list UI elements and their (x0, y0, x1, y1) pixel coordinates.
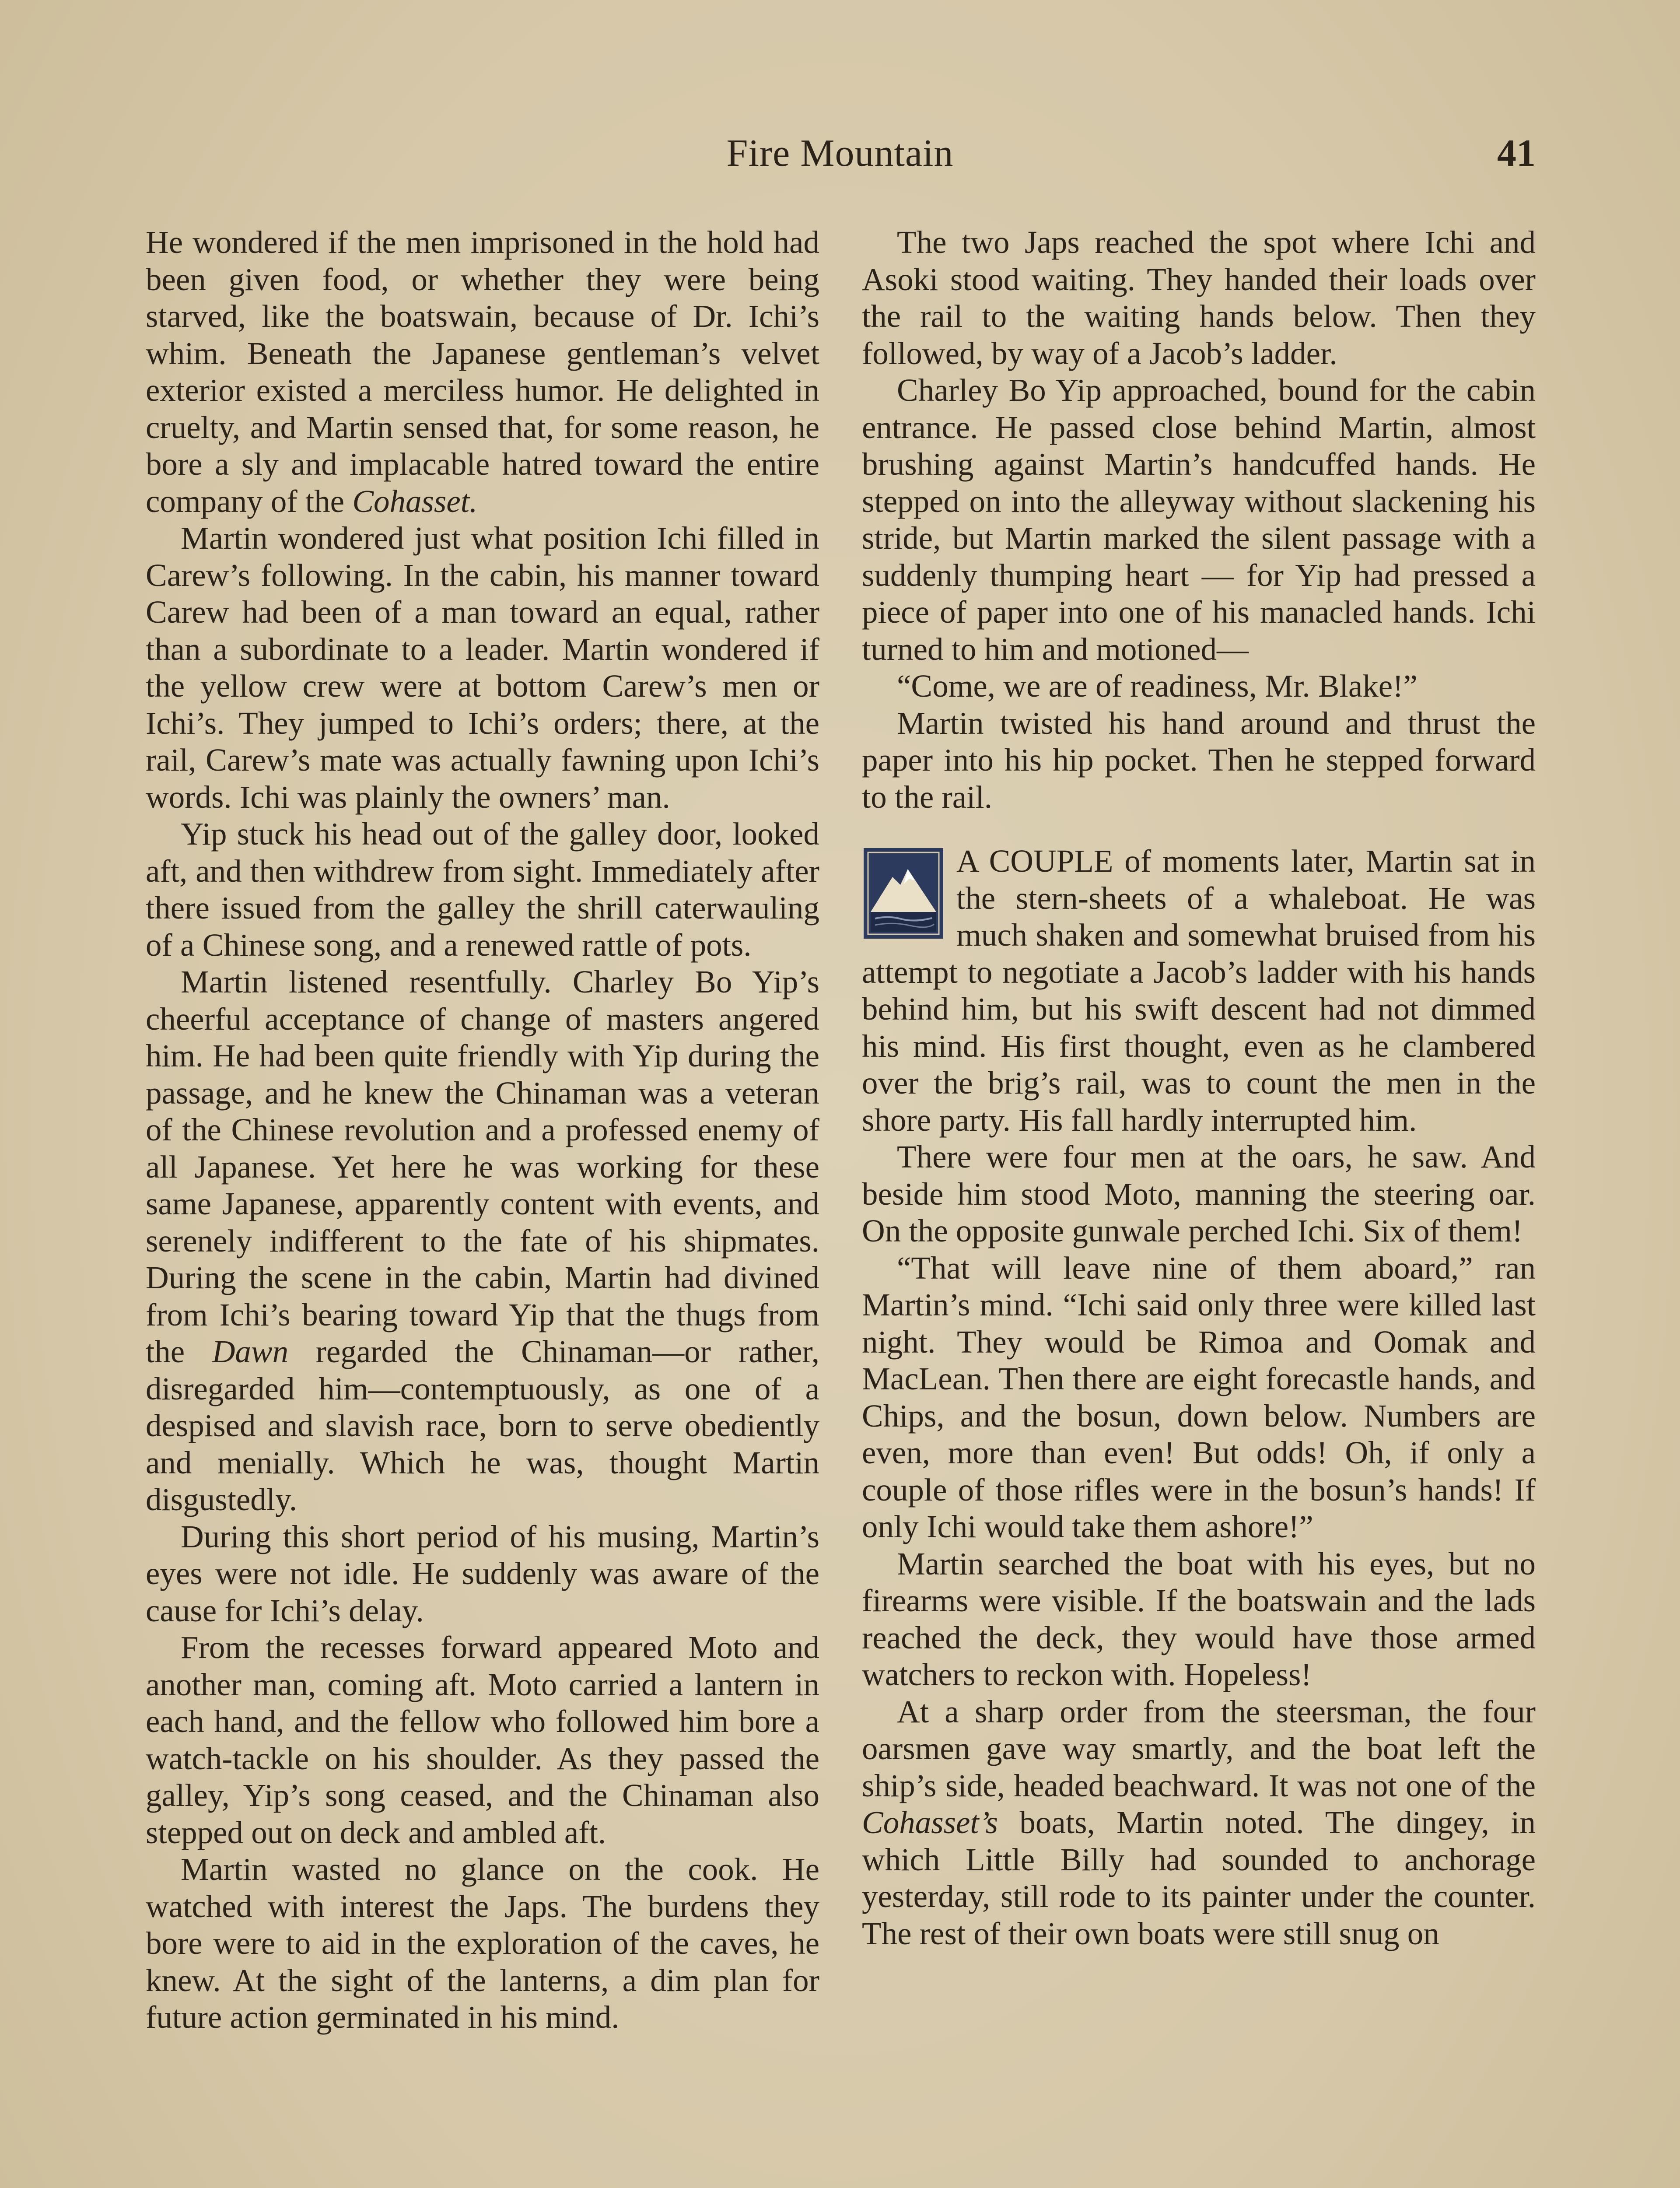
paragraph (862, 668, 1536, 705)
paragraph (862, 1250, 1536, 1546)
text-run: At a sharp order from the steersman, the four oarsmen gave way smartly, and the boat left the ship’s side, headed beachward. It was not one of the (862, 1694, 1536, 1803)
italic-text: Cohasset’s (862, 1805, 998, 1840)
italic-text: Dawn (212, 1334, 289, 1369)
text-run: Martin searched the boat with his eyes, but no firearms were visible. If the boatswain and the lads reached the deck, they would have those armed watchers to reckon with. Hopeless! (862, 1546, 1536, 1692)
text-run: Martin twisted his hand around and thrust the paper into his hip pocket. Then he stepped forward to the rail. (862, 705, 1536, 815)
left-column (146, 224, 819, 2036)
page-title: Fire Mountain (726, 132, 954, 175)
text-run: During this short period of his musing, Martin’s eyes were not idle. He suddenly was aware of the cause for Ichi’s delay. (146, 1518, 819, 1628)
running-head (0, 131, 1680, 184)
paragraph (862, 1694, 1536, 1953)
section-break (862, 843, 1536, 1139)
text-run: “That will leave nine of them aboard,” ran Martin’s mind. “Ichi said only three were killed last night. They would be Rimoa and Oomak and MacLean. Then there are eight forecastle hands, and Chips, and the bosun, down below. Numbers are even, more than even! But odds! Oh, if only a couple of those rifles were in the bosun’s hands! If only Ichi would take them ashore!” (862, 1250, 1536, 1544)
paragraph (146, 1518, 819, 1630)
paragraph (862, 843, 1536, 1139)
right-column (862, 224, 1536, 1952)
paragraph (146, 1629, 819, 1851)
paragraph (146, 224, 819, 520)
paragraph (862, 1139, 1536, 1250)
paragraph (862, 1546, 1536, 1694)
text-run: A COUPLE of moments later, Martin sat in the stern-sheets of a whaleboat. He was much shaken and somewhat bruised from his attempt to negotiate a Jacob’s ladder with his hands behind him, but his swift descent had not dimmed his mind. His first thought, even as he clambered over the brig’s rail, was to count the men in the shore party. His fall hardly interrupted him. (862, 843, 1536, 1138)
text-run: The two Japs reached the spot where Ichi and Asoki stood waiting. They handed their loads over the rail to the waiting hands below. Then they followed, by way of a Jacob’s ladder. (862, 224, 1536, 371)
paragraph (146, 964, 819, 1518)
paragraph (862, 372, 1536, 668)
text-run: Martin wondered just what position Ichi filled in Carew’s following. In the cabin, his manner toward Carew had been of a man toward an equal, rather than a subordinate to a leader. Martin wondered if the yellow crew were at bottom Carew’s men or Ichi’s. They jumped to Ichi’s orders; there, at the rail, Carew’s mate was actually fawning upon Ichi’s words. Ichi was plainly the owners’ man. (146, 520, 819, 815)
text-run: Martin listened resentfully. Charley Bo Yip’s cheerful acceptance of change of masters angered him. He had been quite friendly with Yip during the passage, and he knew the Chinaman was a veteran of the Chinese revolution and a professed enemy of all Japanese. Yet here he was working for these same Japanese, apparently content with events, and serenely indifferent to the fate of his shipmates. During the scene in the cabin, Martin had divined from Ichi’s bearing toward Yip that the thugs from the (146, 964, 819, 1369)
text-run: From the recesses forward appeared Moto and another man, coming aft. Moto carried a lantern in each hand, and the fellow who followed him bore a watch-tackle on his shoulder. As they passed the galley, Yip’s song ceased, and the Chinaman also stepped out on deck and ambled aft. (146, 1630, 819, 1850)
paragraph (146, 816, 819, 964)
paragraph (862, 224, 1536, 372)
text-run: There were four men at the oars, he saw. And beside him stood Moto, manning the steering oar. On the opposite gunwale perched Ichi. Six of them! (862, 1139, 1536, 1248)
text-run: Charley Bo Yip approached, bound for the cabin entrance. He passed close behind Martin, almost brushing against Martin’s handcuffed hands. He stepped on into the alleyway without slackening his stride, but Martin marked the silent passage with a suddenly thumping heart — for Yip had pressed a piece of paper into one of his manacled hands. Ichi turned to him and motioned— (862, 372, 1536, 667)
paragraph (146, 1851, 819, 2036)
page-number: 41 (1497, 132, 1536, 175)
text-run: Yip stuck his head out of the galley door, looked aft, and then withdrew from sight. Immediately after there issued from the galley the shrill caterwauling of a Chinese song, and a renewed rattle of pots. (146, 816, 819, 963)
paragraph (146, 520, 819, 816)
paragraph (862, 705, 1536, 816)
text-run: boats, Martin noted. The dingey, in which Little Billy had sounded to anchorage yesterday, still rode to its painter under the counter. The rest of their own boats were still snug on (862, 1805, 1536, 1951)
mountain-vignette-icon (862, 846, 945, 940)
text-run: He wondered if the men imprisoned in the hold had been given food, or whether they were being starved, like the boatswain, because of Dr. Ichi’s whim. Beneath the Japanese gentleman’s velvet exterior existed a merciless humor. He delighted in cruelty, and Martin sensed that, for some reason, he bore a sly and implacable hatred toward the entire company of the (146, 224, 819, 519)
text-run: regarded the Chinaman—or rather, disregarded him—contemptuously, as one of a despised and slavish race, born to serve obediently and menially. Which he was, thought Martin disgustedly. (146, 1334, 819, 1517)
italic-text: Cohasset. (352, 483, 478, 519)
text-run: Martin wasted no glance on the cook. He watched with interest the Japs. The burdens they bore were to aid in the exploration of the caves, he knew. At the sight of the lanterns, a dim plan for future action germinated in his mind. (146, 1851, 819, 2035)
text-run: “Come, we are of readiness, Mr. Blake!” (897, 668, 1418, 704)
